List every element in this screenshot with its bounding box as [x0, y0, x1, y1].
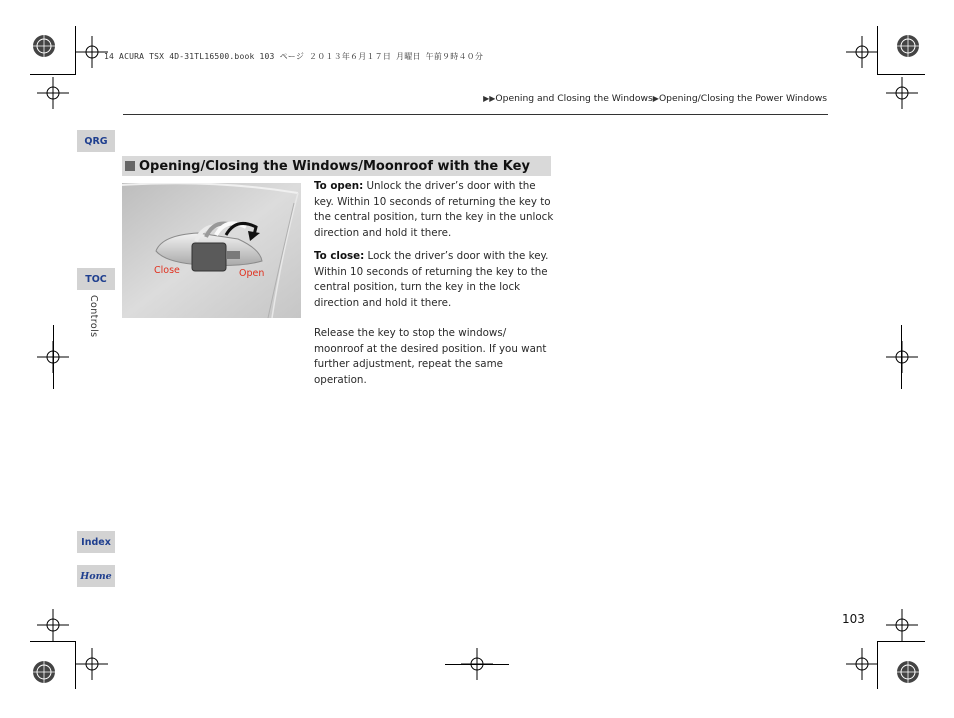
- index-button[interactable]: Index: [77, 531, 115, 553]
- header-divider: [123, 114, 828, 115]
- crosshair-icon: [76, 648, 108, 680]
- section-label-controls: Controls: [88, 295, 99, 338]
- crosshair-icon: [37, 609, 69, 641]
- breadcrumb-separator: ▶: [652, 94, 659, 103]
- breadcrumb-current: Opening/Closing the Power Windows: [658, 93, 827, 104]
- print-metadata: 14 ACURA TSX 4D-31TL16500.book 103 ページ ２０１３年６月１７日 月曜日 午前９時４０分: [104, 52, 484, 61]
- section-title: Opening/Closing the Windows/Moonroof with the Key: [139, 158, 530, 174]
- registration-mark-icon: [892, 656, 924, 688]
- section-square-icon: [125, 161, 135, 171]
- close-label: Close: [154, 265, 180, 276]
- crosshair-icon: [37, 77, 69, 109]
- qrg-button[interactable]: QRG: [77, 130, 115, 152]
- crosshair-icon: [846, 36, 878, 68]
- to-close-label: To close:: [314, 250, 365, 262]
- page-number: 103: [842, 612, 865, 626]
- section-title-bar: [122, 156, 551, 176]
- to-close-paragraph: [314, 249, 554, 311]
- registration-mark-icon: [892, 30, 924, 62]
- crosshair-icon: [886, 609, 918, 641]
- to-open-paragraph: [314, 179, 554, 241]
- breadcrumb: [483, 93, 827, 104]
- to-open-label: To open:: [314, 180, 364, 192]
- door-handle-key-icon: [122, 183, 301, 318]
- to-close-text: Lock the driver’s door with the key. Within 10 seconds of returning the key to the central position, turn the key in the lock direction and hold it there.: [314, 250, 549, 309]
- crosshair-icon: [846, 648, 878, 680]
- registration-mark-icon: [28, 30, 60, 62]
- toc-button[interactable]: TOC: [77, 268, 115, 290]
- breadcrumb-marker: ▶▶: [483, 94, 496, 103]
- open-label: Open: [239, 268, 265, 279]
- home-button[interactable]: Home: [77, 565, 115, 587]
- to-open-text: Unlock the driver’s door with the key. Within 10 seconds of returning the key to the central position, turn the key in the unlock direction and hold it there.: [314, 180, 554, 239]
- registration-mark-icon: [28, 656, 60, 688]
- crosshair-icon: [886, 77, 918, 109]
- crosshair-icon: [886, 341, 918, 373]
- door-handle-illustration: [122, 183, 301, 318]
- release-paragraph: Release the key to stop the windows/ moonroof at the desired position. If you want further adjustment, repeat the same operation.: [314, 327, 547, 386]
- breadcrumb-link-windows[interactable]: Opening and Closing the Windows: [495, 93, 653, 104]
